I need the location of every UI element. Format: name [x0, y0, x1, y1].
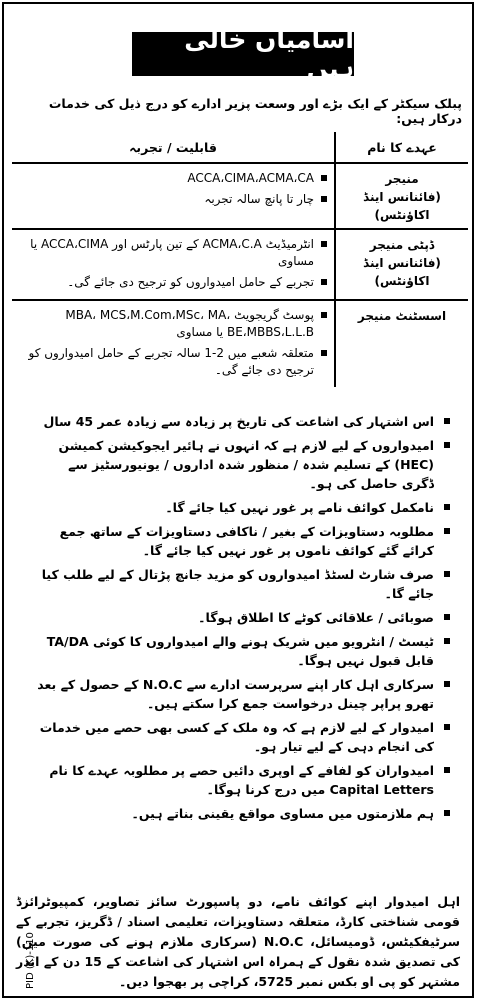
- pid-code: PID (K)-110: [25, 932, 36, 989]
- term-item: صوبائی / علاقائی کوٹے کا اطلاق ہوگا۔: [34, 608, 434, 627]
- position-cell: [335, 229, 468, 300]
- vacancies-banner: [132, 25, 354, 83]
- application-instructions: اہل امیدوار اپنے کوائف نامے، دو پاسپورٹ سائز تصاویر، کمپیوٹرائزڈ قومی شناختی کارڈ، متعلقہ دستاویزات، تعلیمی اسناد / ڈگریز، تجربے کے سرٹیفکیٹس، ڈومیسائل، N.O.C (سرکاری ملازم ہونے کی صورت میں) کی تصدیق شدہ نقول کے ہمراہ اس اشتہار کی اشاعت کے 15 دن کے اندر مشتہر کو پی او بکس نمبر 5725، کراچی پر بھجوا دیں۔: [16, 894, 460, 989]
- position-subtitle: (فائنانس اینڈ اکاؤنٹس): [363, 256, 441, 288]
- qualification-cell: [12, 163, 335, 229]
- position-subtitle: (فائنانس اینڈ اکاؤنٹس): [363, 190, 441, 222]
- terms-list: [34, 412, 452, 828]
- qualification-item: چار تا پانچ سالہ تجربہ: [18, 191, 314, 208]
- qualification-item: پوسٹ گریجویٹ MBA، MCS،M.Com،MSc، MA، BE،MBBS،L.L.B یا مساوی: [18, 307, 314, 341]
- table-row: [12, 300, 468, 387]
- header-position: عہدے کا نام: [335, 132, 468, 163]
- qualification-item: ACCA،CIMA،ACMA،CA: [18, 170, 314, 187]
- table-row: [12, 229, 468, 300]
- term-item: اس اشتہار کی اشاعت کی تاریخ پر زیادہ سے زیادہ عمر 45 سال: [34, 412, 434, 431]
- position-title: اسسٹنٹ منیجر: [357, 309, 447, 323]
- intro-text: پبلک سیکٹر کے ایک بڑے اور وسعت پزیر ادارے کو درج ذیل کی خدمات درکار ہیں:: [48, 96, 462, 126]
- qualification-cell: [12, 300, 335, 387]
- table-row: [12, 163, 468, 229]
- qualification-item: تجربے کے حامل امیدواروں کو ترجیح دی جائے گی۔: [18, 274, 314, 291]
- header-qualification: قابلیت / تجربہ: [12, 132, 335, 163]
- term-item: امیدواران کو لفافے کے اوپری دائیں حصے پر مطلوبہ عہدے کا نام Capital Letters میں درج کرنا ہوگا۔: [34, 761, 434, 799]
- term-item: ٹیسٹ / انٹرویو میں شریک ہونے والے امیدواروں کا کوئی TA/DA قابل قبول نہیں ہوگا۔: [34, 632, 434, 670]
- position-cell: [335, 300, 468, 387]
- term-item: ہم ملازمتوں میں مساوی مواقع یقینی بناتے ہیں۔: [34, 804, 434, 823]
- term-item: امیدوار کے لیے لازم ہے کہ وہ ملک کے کسی بھی حصے میں خدمات کی انجام دہی کے لیے تیار ہو۔: [34, 718, 434, 756]
- term-item: صرف شارٹ لسٹڈ امیدواروں کو مزید جانچ پڑتال کے لیے طلب کیا جائے گا۔: [34, 565, 434, 603]
- qualification-item: انٹرمیڈیٹ ACMA،C.A کے تین پارٹس اور ACCA،CIMA یا مساوی: [18, 236, 314, 270]
- term-item: امیدواروں کے لیے لازم ہے کہ انہوں نے ہائیر ایجوکیشن کمیشن (HEC) کے تسلیم شدہ / منظور شدہ اداروں / یونیورسٹیز سے ڈگری حاصل کی ہو۔: [34, 436, 434, 493]
- term-item: سرکاری اہل کار اپنے سرپرست ادارے سے N.O.C کے حصول کے بعد تھرو پراپر چینل درخواست جمع کرا سکتے ہیں۔: [34, 675, 434, 713]
- banner-title: اسامیاں خالی ہیں: [184, 25, 354, 83]
- position-title: منیجر: [385, 172, 419, 186]
- table-header-row: [12, 132, 468, 163]
- term-item: مطلوبہ دستاویزات کے بغیر / ناکافی دستاویزات کے ساتھ جمع کرائے گئے کوائف ناموں پر غور نہیں کیا جائے گا۔: [34, 522, 434, 560]
- position-title: ڈپٹی منیجر: [369, 238, 435, 252]
- job-advertisement: [2, 2, 474, 998]
- qualification-item: متعلقہ شعبے میں 2-1 سالہ تجربے کے حامل امیدواروں کو ترجیح دی جائے گی۔: [18, 345, 314, 379]
- position-cell: [335, 163, 468, 229]
- term-item: نامکمل کوائف نامے پر غور نہیں کیا جائے گا۔: [34, 498, 434, 517]
- qualification-cell: [12, 229, 335, 300]
- positions-table: [12, 132, 468, 387]
